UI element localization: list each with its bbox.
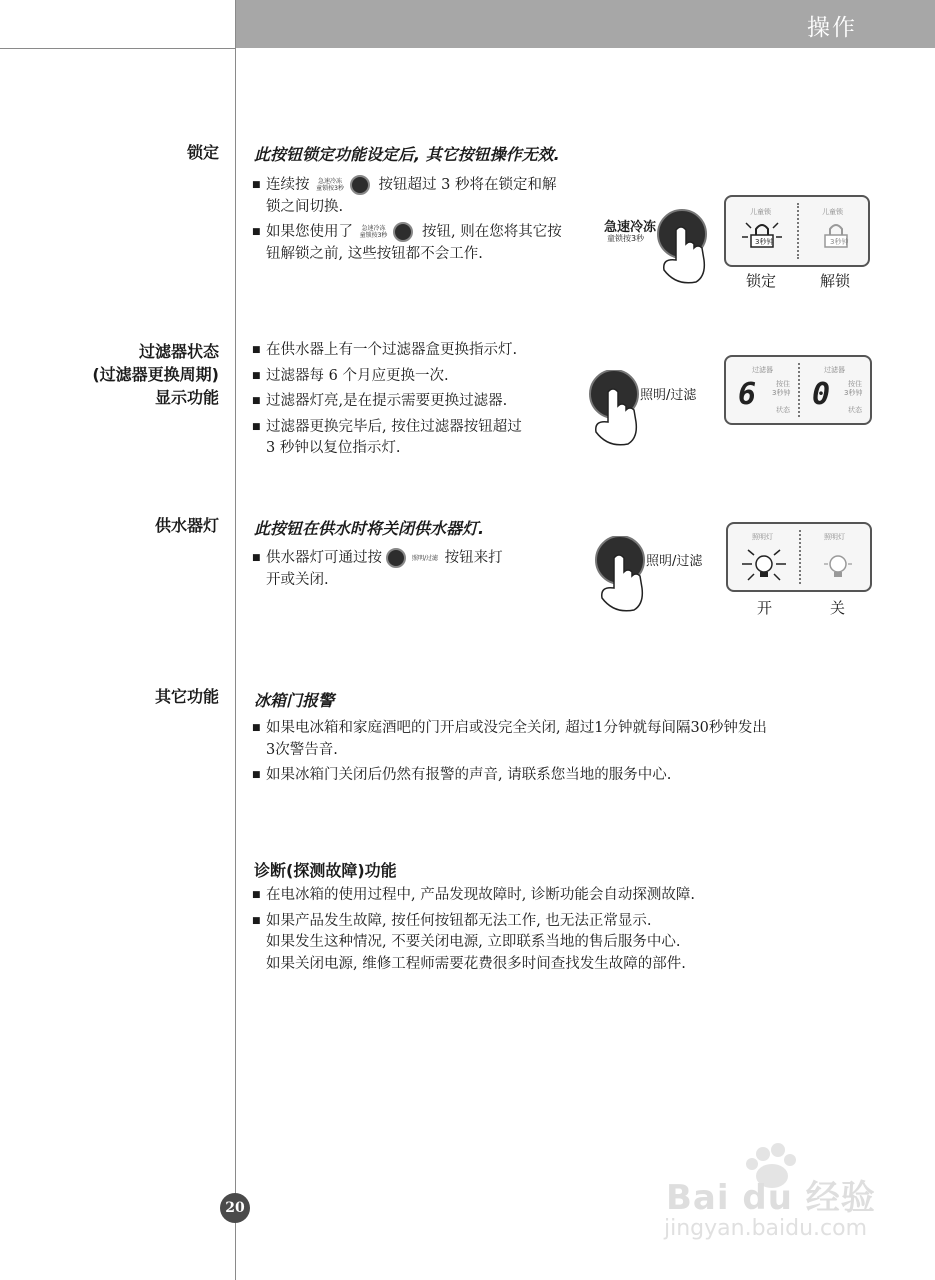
page-title: 操作 [807, 15, 857, 41]
door-alarm-heading: 冰箱门报警 [254, 691, 335, 710]
list-item: ■ 连续按 急速冷冻 童锁按3秒 按钮超过 3 秒将在锁定和解 锁之间切换. [252, 175, 602, 218]
hand-pressing-icon [586, 370, 642, 450]
list-item: ■ 在供水器上有一个过滤器盒更换指示灯. [252, 340, 592, 362]
baidu-watermark: Bai du 经验 jingyan.baidu.com [660, 1140, 890, 1250]
page-number: 20 [220, 1193, 250, 1223]
light-bullets [252, 548, 572, 595]
bulb-off-icon [814, 542, 862, 588]
margin-rule [235, 0, 236, 1280]
light-display-panel: 照明灯 照明灯 [726, 522, 872, 592]
list-item: ■ 过滤器更换完毕后, 按住过滤器按钮超过 3 秒钟以复位指示灯. [252, 417, 592, 460]
list-item: ■ 过滤器每 6 个月应更换一次. [252, 366, 592, 388]
lock-button-sub: 童锁按3秒 [607, 234, 645, 243]
filter-side-label: 过滤器状态 (过滤器更换周期) 显示功能 [92, 342, 219, 407]
filter-bullets [252, 340, 592, 464]
header-bar [236, 0, 935, 48]
bulb-on-icon [740, 542, 788, 588]
list-item: ■ 如果电冰箱和家庭酒吧的门开启或没完全关闭, 超过1分钟就每间隔30秒钟发出 3次警告音. [252, 718, 882, 761]
light-button-icon [386, 548, 406, 568]
door-alarm-bullets [252, 718, 882, 791]
diagnosis-heading: 诊断(探测故障)功能 [254, 861, 397, 880]
light-side-label: 供水器灯 [154, 516, 219, 535]
filter-display-panel: 过滤器 6 按住 3秒钟 状态 过滤器 0 按住 3秒钟 状态 [724, 355, 872, 425]
hand-pressing-icon [654, 208, 710, 288]
unlock-caption: 解锁 [820, 272, 851, 290]
lock-side-label: 锁定 [186, 143, 219, 162]
lock-caption: 锁定 [746, 272, 777, 290]
list-item: ■ 如果您使用了 急速冷冻 童锁按3秒 按钮, 则在您将其它按 钮解锁之前, 这些按钮都不会工作. [252, 222, 602, 265]
lock-button-icon [350, 175, 370, 195]
on-caption: 开 [757, 599, 773, 617]
tiny-button-label: 照明/过滤 [412, 554, 439, 562]
other-side-label: 其它功能 [154, 687, 219, 706]
filter-button-label: 照明/过滤 [640, 388, 697, 403]
list-item: ■ 过滤器灯亮,是在提示需要更换过滤器. [252, 391, 592, 413]
tiny-button-label: 急速冷冻 童锁按3秒 [359, 225, 388, 239]
list-item: ■ 如果冰箱门关闭后仍然有报警的声音, 请联系您当地的服务中心. [252, 765, 882, 787]
list-item: ■ 供水器灯可通过按 照明/过滤 按钮来打 开或关闭. [252, 548, 572, 591]
hand-pressing-icon [592, 536, 648, 616]
header-rule [0, 48, 236, 49]
lock-button-label: 急速冷冻 [604, 220, 657, 235]
lock-heading: 此按钮锁定功能设定后, 其它按钮操作无效. [254, 145, 560, 164]
light-button-label: 照明/过滤 [646, 554, 703, 569]
list-item: ■ 如果产品发生故障, 按任何按钮都无法工作, 也无法正常显示. 如果发生这种情况, 不要关闭电源, 立即联系当地的售后服务中心. 如果关闭电源, 维修工程师需要花费很多时间查找发生故障的部件. [252, 911, 882, 976]
diagnosis-bullets [252, 885, 882, 979]
lock-button-icon [393, 222, 413, 242]
lock-display-panel: 儿童锁 儿童锁 3秒钟 3秒钟 [724, 195, 870, 267]
list-item: ■ 在电冰箱的使用过程中, 产品发现故障时, 诊断功能会自动探测故障. [252, 885, 882, 907]
lock-bullets [252, 175, 602, 269]
tiny-button-label: 急速冷冻 童锁按3秒 [316, 178, 344, 192]
light-heading: 此按钮在供水时将关闭供水器灯. [254, 519, 485, 538]
off-caption: 关 [830, 599, 846, 617]
